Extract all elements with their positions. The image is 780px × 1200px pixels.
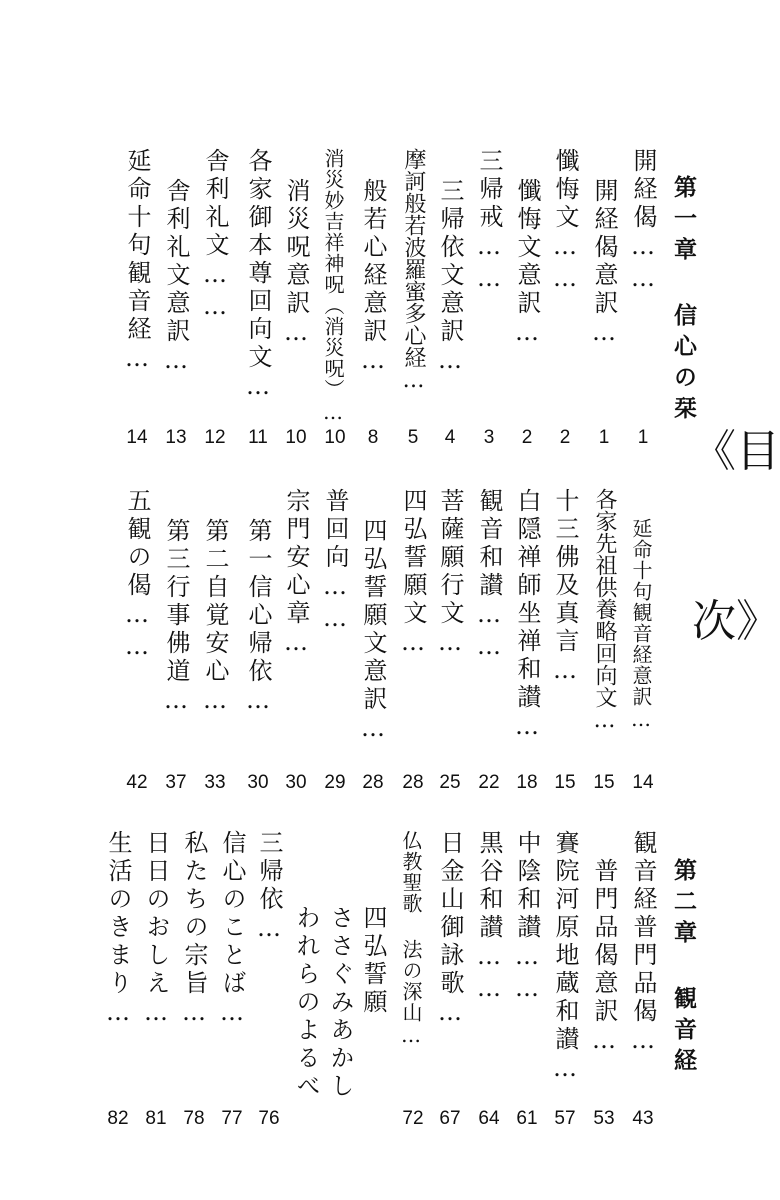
page-number: 53: [593, 1108, 615, 1129]
toc-entry[interactable]: 四弘誓願文意訳…: [359, 518, 387, 746]
toc-entry[interactable]: 舎利礼文意訳…: [162, 178, 190, 378]
title-end: 次》: [692, 596, 780, 647]
toc-entry[interactable]: 各家御本尊回向文…: [244, 148, 272, 404]
toc-entry[interactable]: 宗門安心章…: [282, 488, 310, 660]
toc-entry[interactable]: 消災妙吉祥神呪（消災呪）…: [321, 148, 345, 425]
toc-entry[interactable]: 普回向……: [321, 488, 349, 636]
page-number: 33: [204, 772, 226, 793]
toc-entry[interactable]: 第三行事佛道…: [162, 518, 190, 718]
page-number: 57: [554, 1108, 576, 1129]
page-number: 1: [637, 427, 649, 448]
page-number: 28: [362, 772, 384, 793]
page-number: 28: [402, 772, 424, 793]
page-number: 8: [367, 427, 379, 448]
page-number: 29: [324, 772, 346, 793]
page-number: 10: [324, 427, 346, 448]
page-number: 4: [444, 427, 456, 448]
page-number: 3: [483, 427, 495, 448]
page-number: 14: [632, 772, 654, 793]
toc-entry[interactable]: 舎利礼文……: [201, 148, 229, 324]
page-number: 2: [559, 427, 571, 448]
title-main: 《目: [692, 426, 780, 477]
toc-entry[interactable]: 仏教聖歌 法の深山…: [399, 830, 423, 1048]
page-number: 15: [593, 772, 615, 793]
toc-entry[interactable]: 四弘誓願文…: [399, 488, 427, 660]
page-number: 43: [632, 1108, 654, 1129]
toc-entry[interactable]: 菩薩願行文…: [436, 488, 464, 660]
toc-entry[interactable]: 開経偈意訳…: [590, 178, 618, 350]
toc-entry[interactable]: 第一信心帰依…: [244, 518, 272, 718]
toc-entry[interactable]: 摩訶般若波羅蜜多心経…: [401, 148, 426, 393]
toc-entry[interactable]: 三帰依…: [255, 830, 283, 946]
toc-title: [692, 426, 780, 700]
toc-entry[interactable]: 十三佛及真言…: [551, 488, 579, 688]
toc-entry[interactable]: 懺悔文……: [551, 148, 579, 296]
page-number: 76: [258, 1108, 280, 1129]
toc-entry[interactable]: 消災呪意訳…: [282, 178, 310, 350]
toc-entry[interactable]: 延命十句観音経意訳…: [629, 518, 653, 732]
toc-entry[interactable]: 観音和讃……: [475, 488, 503, 664]
page-number: 2: [521, 427, 533, 448]
toc-entry[interactable]: 四弘誓願: [359, 905, 387, 1017]
toc-entry[interactable]: われらのよるべ: [292, 905, 320, 1101]
toc-entry[interactable]: 第二自覚安心…: [201, 518, 229, 718]
page-number: 14: [126, 427, 148, 448]
toc-entry[interactable]: 日金山御詠歌…: [436, 830, 464, 1030]
toc-entry[interactable]: 黒谷和讃……: [475, 830, 503, 1006]
toc-entry[interactable]: 三帰依文意訳…: [436, 178, 464, 378]
page-number: 30: [247, 772, 269, 793]
page-number: 15: [554, 772, 576, 793]
toc-entry[interactable]: 私たちの宗旨…: [180, 830, 208, 1030]
toc-entry[interactable]: ささぐみあかし: [326, 905, 354, 1101]
chapter-heading: 第一章 信心の栞: [670, 175, 697, 427]
page-number: 72: [402, 1108, 424, 1129]
page-number: 25: [439, 772, 461, 793]
toc-entry[interactable]: 五観の偈……: [123, 488, 151, 664]
page-number: 1: [598, 427, 610, 448]
toc-entry[interactable]: 賽院河原地蔵和讃…: [551, 830, 579, 1086]
toc-entry[interactable]: 日日のおしえ…: [142, 830, 170, 1030]
page-number: 18: [516, 772, 538, 793]
page-number: 67: [439, 1108, 461, 1129]
toc-entry[interactable]: 各家先祖供養略回向文…: [592, 488, 617, 733]
page-number: 82: [107, 1108, 129, 1129]
page-number: 77: [221, 1108, 243, 1129]
toc-entry[interactable]: 白隠禅師坐禅和讃…: [513, 488, 541, 744]
page-number: 78: [183, 1108, 205, 1129]
toc-entry[interactable]: 懺悔文意訳…: [513, 178, 541, 350]
toc-entry[interactable]: 生活のきまり…: [104, 830, 132, 1030]
page-number: 12: [204, 427, 226, 448]
page-number: 42: [126, 772, 148, 793]
chapter-heading: 第二章 観音経: [670, 858, 697, 1079]
toc-entry[interactable]: 信心のことば…: [218, 830, 246, 1030]
page-number: 61: [516, 1108, 538, 1129]
toc-entry[interactable]: 中陰和讃……: [513, 830, 541, 1006]
page-number: 13: [165, 427, 187, 448]
page-number: 10: [285, 427, 307, 448]
toc-entry[interactable]: 観音経普門品偈…: [629, 830, 657, 1058]
page-number: 81: [145, 1108, 167, 1129]
page-number: 37: [165, 772, 187, 793]
page-number: 11: [248, 427, 268, 448]
page-number: 64: [478, 1108, 500, 1129]
page-number: 5: [407, 427, 419, 448]
toc-entry[interactable]: 普門品偈意訳…: [590, 858, 618, 1058]
page-number: 22: [478, 772, 500, 793]
toc-entry[interactable]: 般若心経意訳…: [359, 178, 387, 378]
page-number: 30: [285, 772, 307, 793]
toc-entry[interactable]: 開経偈……: [629, 148, 657, 296]
toc-entry[interactable]: 延命十句観音経…: [123, 148, 151, 376]
toc-entry[interactable]: 三帰戒……: [475, 148, 503, 296]
